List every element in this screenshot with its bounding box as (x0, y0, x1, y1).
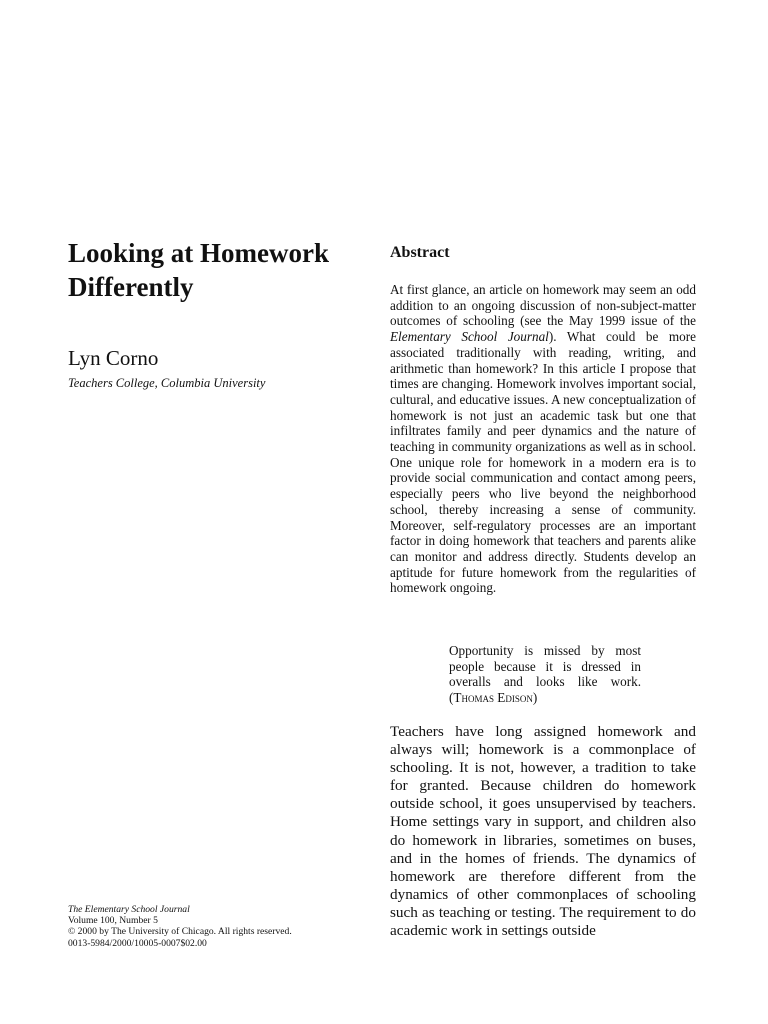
footer-copyright: © 2000 by The University of Chicago. All rights reserved. (68, 926, 292, 938)
footer-volume: Volume 100, Number 5 (68, 915, 158, 927)
footer-journal: The Elementary School Journal (68, 904, 190, 915)
epigraph (449, 643, 641, 706)
body-paragraph: Teachers have long assigned homework and always will; homework is a commonplace of schooling. It is not, however, a tradition to take for granted. Because children do homework outside school, it goes unsupervised by teachers. Home settings vary in support, and children also do homework in libraries, sometimes on buses, and in the homes of friends. The dynamics of homework are therefore different from the dynamics of other commonplaces of schooling such as teaching or testing. The requirement to do academic work in settings outside (390, 723, 696, 940)
footer-code: 0013-5984/2000/10005-0007$02.00 (68, 937, 207, 949)
journal-name-italic: Elementary School Journal (390, 329, 549, 345)
abstract-text (390, 282, 696, 596)
abstract-text-part1: At first glance, an article on homework may seem an odd addition to an ongoing discussion of non-subject-matter outcomes of schooling (see the May 1999 issue of the (390, 282, 696, 329)
author-name: Lyn Corno (68, 346, 159, 370)
abstract-text-part2: ). What could be more associated traditionally with reading, writing, and arithmetic than homework? In this article I propose that times are changing. Homework involves important social, cultural, and educative issues. A new conceptualization of homework is not just an academic task but one that infiltrates family and peer dynamics and the nature of teaching in community organizations as well as in school. One unique role for homework in a modern era is to provide social communication and contact among peers, especially peers who live beyond the neighborhood school, thereby increasing a sense of community. Moreover, self-regulatory processes are an important factor in doing homework that teachers and parents alike can monitor and address directly. Students develop an aptitude for future homework from the regularities of homework ongoing. (390, 329, 697, 596)
epigraph-text: Opportunity is missed by most people because it is dressed in overalls and looks like work. ( (449, 643, 641, 706)
publication-footer (68, 904, 292, 949)
epigraph-close: ) (532, 690, 538, 706)
article-title: Looking at Homework Differently (68, 238, 330, 302)
author-affiliation: Teachers College, Columbia University (68, 376, 266, 390)
epigraph-attribution: Thomas Edison (453, 690, 533, 706)
abstract-heading: Abstract (390, 244, 450, 261)
